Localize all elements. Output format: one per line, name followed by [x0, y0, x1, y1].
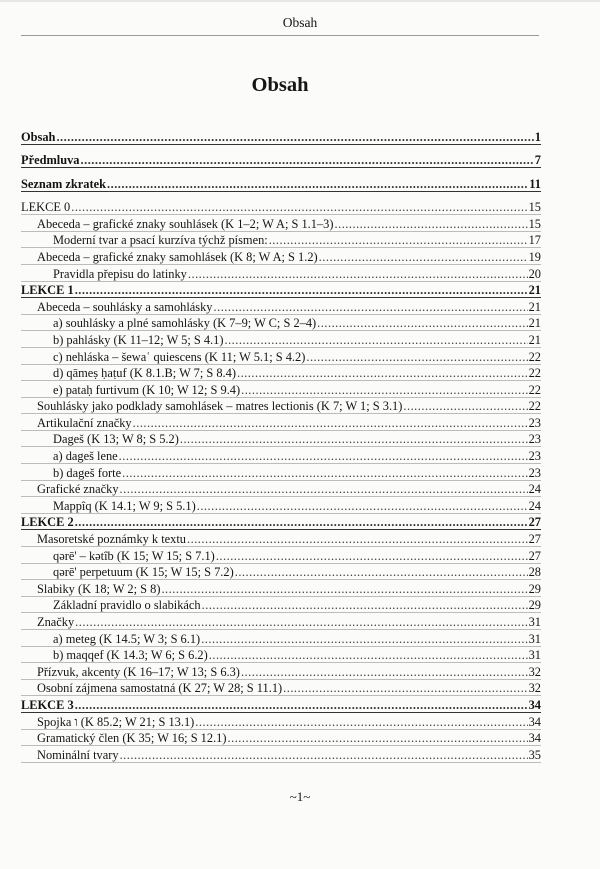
toc-leader-dots	[403, 399, 527, 413]
toc-entry-title: Mappîq (K 14.1; W 9; S 5.1)	[53, 498, 196, 513]
toc-entry-title: a) dageš lene	[53, 449, 118, 464]
toc-entry-title: Pravidla přepisu do latinky	[53, 266, 187, 281]
toc-leader-dots	[283, 681, 527, 695]
toc-leader-dots	[120, 482, 528, 496]
toc-leader-dots	[75, 283, 528, 297]
toc-leader-dots	[202, 598, 528, 612]
toc-entry	[21, 532, 541, 547]
toc-entry-page: 23	[528, 449, 541, 464]
toc-entry-page: 31	[528, 615, 541, 630]
toc-leader-dots	[161, 582, 527, 596]
toc-entry	[21, 366, 541, 381]
page-number: ~1~	[289, 789, 311, 804]
toc-entry-page: 34	[528, 731, 541, 746]
toc-leader-dots	[188, 267, 528, 281]
toc-entry	[21, 200, 541, 215]
toc-entry	[21, 217, 541, 232]
toc-leader-dots	[75, 615, 527, 629]
toc-entry-page: 34	[528, 714, 541, 729]
toc-entry-page: 27	[528, 532, 541, 547]
toc-leader-dots	[133, 416, 528, 430]
toc-entry-title: LEKCE 3	[21, 697, 74, 712]
toc-leader-dots	[180, 432, 528, 446]
toc-entry-title: Základní pravidlo o slabikách	[53, 598, 201, 613]
toc-entry-page: 1	[534, 130, 541, 144]
toc-leader-dots	[75, 698, 528, 712]
toc-entry-title: Gramatický člen (K 35; W 16; S 12.1)	[37, 731, 227, 746]
toc-entry-title: Grafické značky	[37, 482, 119, 497]
toc-entry-title: b) dageš forte	[53, 465, 122, 480]
toc-leader-dots	[201, 632, 527, 646]
toc-leader-dots	[317, 316, 527, 330]
toc-entry-page: 34	[528, 697, 541, 712]
toc-entry-title: b) pahlásky (K 11–12; W 5; S 4.1)	[53, 332, 224, 347]
toc-leader-dots	[122, 466, 527, 480]
toc-entry	[21, 399, 541, 414]
toc-entry-page: 23	[528, 465, 541, 480]
toc-entry-title: Masoretské poznámky k textu	[37, 532, 186, 547]
toc-entry-title: LEKCE 0	[21, 200, 71, 215]
toc-entry	[21, 250, 541, 265]
toc-leader-dots	[216, 549, 528, 563]
toc-entry	[21, 333, 541, 348]
toc-entry-page: 23	[528, 432, 541, 447]
toc-entry-title: c) nehláska – šewaʿ quiescens (K 11; W 5.1; S 4.2)	[53, 349, 306, 364]
toc-leader-dots	[197, 499, 528, 513]
toc-entry-page: 21	[528, 332, 541, 347]
toc-entry-page: 31	[528, 631, 541, 646]
toc-entry	[21, 300, 541, 315]
toc-leader-dots	[224, 333, 527, 347]
toc-entry-page: 11	[529, 176, 541, 191]
toc-entry-page: 7	[534, 153, 541, 168]
toc-entry	[21, 233, 541, 248]
toc-entry	[21, 632, 541, 647]
toc-entry-title: Slabiky (K 18; W 2; S 8)	[37, 581, 161, 596]
toc-entry	[21, 499, 541, 514]
toc-leader-dots	[56, 130, 533, 144]
toc-entry	[21, 582, 541, 597]
toc-entry-title: Souhlásky jako podklady samohlásek – matres lectionis (K 7; W 1; S 3.1)	[37, 399, 403, 414]
toc-entry-page: 17	[528, 233, 541, 248]
toc-entry	[21, 350, 541, 365]
toc-entry-title: Předmluva	[21, 153, 80, 168]
header-rule	[21, 35, 539, 36]
toc-entry-title: Seznam zkratek	[21, 176, 106, 191]
toc-entry-page: 21	[528, 316, 541, 331]
toc-entry	[21, 565, 541, 580]
toc-entry-page: 22	[528, 366, 541, 381]
toc-entry-page: 24	[528, 482, 541, 497]
toc-leader-dots	[235, 565, 528, 579]
toc-entry-page: 27	[528, 548, 541, 563]
toc-entry-page: 32	[528, 681, 541, 696]
toc-entry-page: 22	[528, 349, 541, 364]
toc-entry	[21, 153, 541, 168]
toc-entry	[21, 731, 541, 746]
toc-entry-title: Abeceda – grafické znaky samohlásek (K 8; W A; S 1.2)	[37, 249, 318, 264]
toc-entry-title: Dageš (K 13; W 8; S 5.2)	[53, 432, 179, 447]
toc-entry	[21, 416, 541, 431]
toc-leader-dots	[75, 515, 528, 529]
toc-entry-title: Nominální tvary	[37, 747, 119, 762]
toc-entry-title: qərē' – kətîb (K 15; W 15; S 7.1)	[53, 548, 215, 563]
toc-leader-dots	[335, 217, 528, 231]
toc-entry-title: Osobní zájmena samostatná (K 27; W 28; S 11.1)	[37, 681, 283, 696]
toc-entry-page: 15	[528, 200, 541, 215]
toc-entry-title: e) pataḥ furtivum (K 10; W 12; S 9.4)	[53, 382, 241, 397]
toc-entry-page: 32	[528, 664, 541, 679]
toc-entry-page: 22	[528, 399, 541, 414]
toc-entry-title: Moderní tvar a psací kurzíva týchž písmen:	[53, 233, 268, 248]
toc-entry-title: qərē' perpetuum (K 15; W 15; S 7.2)	[53, 565, 234, 580]
toc-leader-dots	[119, 449, 528, 463]
toc-entry-page: 19	[528, 249, 541, 264]
toc-leader-dots	[81, 153, 534, 167]
toc-leader-dots	[209, 648, 528, 662]
toc-entry-title: d) qāmeṣ ḥaṭuf (K 8.1.B; W 7; S 8.4)	[53, 366, 236, 381]
toc-entry-page: 22	[528, 382, 541, 397]
toc-leader-dots	[269, 233, 528, 247]
toc-entry	[21, 515, 541, 530]
toc-leader-dots	[107, 177, 528, 191]
toc-entry	[21, 648, 541, 663]
toc-entry-page: 24	[528, 498, 541, 513]
toc-entry-page: 15	[528, 216, 541, 231]
toc-entry	[21, 665, 541, 680]
toc-entry	[21, 549, 541, 564]
toc-entry-title: Abeceda – souhlásky a samohlásky	[37, 299, 213, 314]
page-top-edge	[0, 0, 600, 2]
toc-entry-page: 20	[528, 266, 541, 281]
page-title: Obsah	[251, 74, 309, 96]
toc-entry	[21, 598, 541, 613]
toc-entry	[21, 449, 541, 464]
toc-entry	[21, 698, 541, 713]
toc-entry-title: Artikulační značky	[37, 415, 132, 430]
toc-entry	[21, 177, 541, 192]
toc-entry	[21, 681, 541, 696]
toc-leader-dots	[241, 383, 528, 397]
toc-leader-dots	[120, 748, 528, 762]
toc-entry	[21, 283, 541, 298]
toc-leader-dots	[319, 250, 528, 264]
toc-entry-title: Spojka ו (K 85.2; W 21; S 13.1)	[37, 714, 195, 729]
toc-entry-page: 27	[528, 515, 541, 530]
toc-entry-page: 21	[528, 283, 541, 298]
toc-entry-title: LEKCE 2	[21, 515, 74, 530]
toc-leader-dots	[237, 366, 528, 380]
toc-entry-title: b) maqqef (K 14.3; W 6; S 6.2)	[53, 648, 208, 663]
toc-entry-title: LEKCE 1	[21, 283, 74, 298]
toc-entry-title: Přízvuk, akcenty (K 16–17; W 13; S 6.3)	[37, 664, 240, 679]
toc-leader-dots	[228, 731, 528, 745]
toc-entry-title: Obsah	[21, 130, 56, 144]
toc-entry	[21, 432, 541, 447]
running-header: Obsah	[282, 15, 318, 30]
toc-entry-page: 23	[528, 415, 541, 430]
toc-entry	[21, 466, 541, 481]
toc-leader-dots	[71, 200, 527, 214]
toc-entry	[21, 316, 541, 331]
toc-entry-page: 28	[528, 565, 541, 580]
toc-leader-dots	[306, 350, 527, 364]
toc-entry-page: 29	[528, 581, 541, 596]
toc-entry	[21, 748, 541, 763]
toc-entry	[21, 130, 541, 145]
toc-entry-title: a) souhlásky a plné samohlásky (K 7–9; W C; S 2–4)	[53, 316, 317, 331]
toc-entry	[21, 482, 541, 497]
toc-leader-dots	[195, 715, 527, 729]
toc-entry-title: Značky	[37, 615, 75, 630]
toc-entry-page: 31	[528, 648, 541, 663]
toc-entry-page: 21	[528, 299, 541, 314]
toc-entry-title: Abeceda – grafické znaky souhlásek (K 1–2; W A; S 1.1–3)	[37, 216, 334, 231]
toc-leader-dots	[241, 665, 528, 679]
toc-entry	[21, 267, 541, 282]
toc-entry-page: 35	[528, 747, 541, 762]
toc-entry	[21, 615, 541, 630]
toc-leader-dots	[187, 532, 528, 546]
toc-entry-title: a) meteg (K 14.5; W 3; S 6.1)	[53, 631, 201, 646]
toc-entry-page: 29	[528, 598, 541, 613]
table-of-contents	[21, 130, 541, 764]
toc-leader-dots	[214, 300, 528, 314]
toc-entry	[21, 383, 541, 398]
toc-entry	[21, 715, 541, 730]
